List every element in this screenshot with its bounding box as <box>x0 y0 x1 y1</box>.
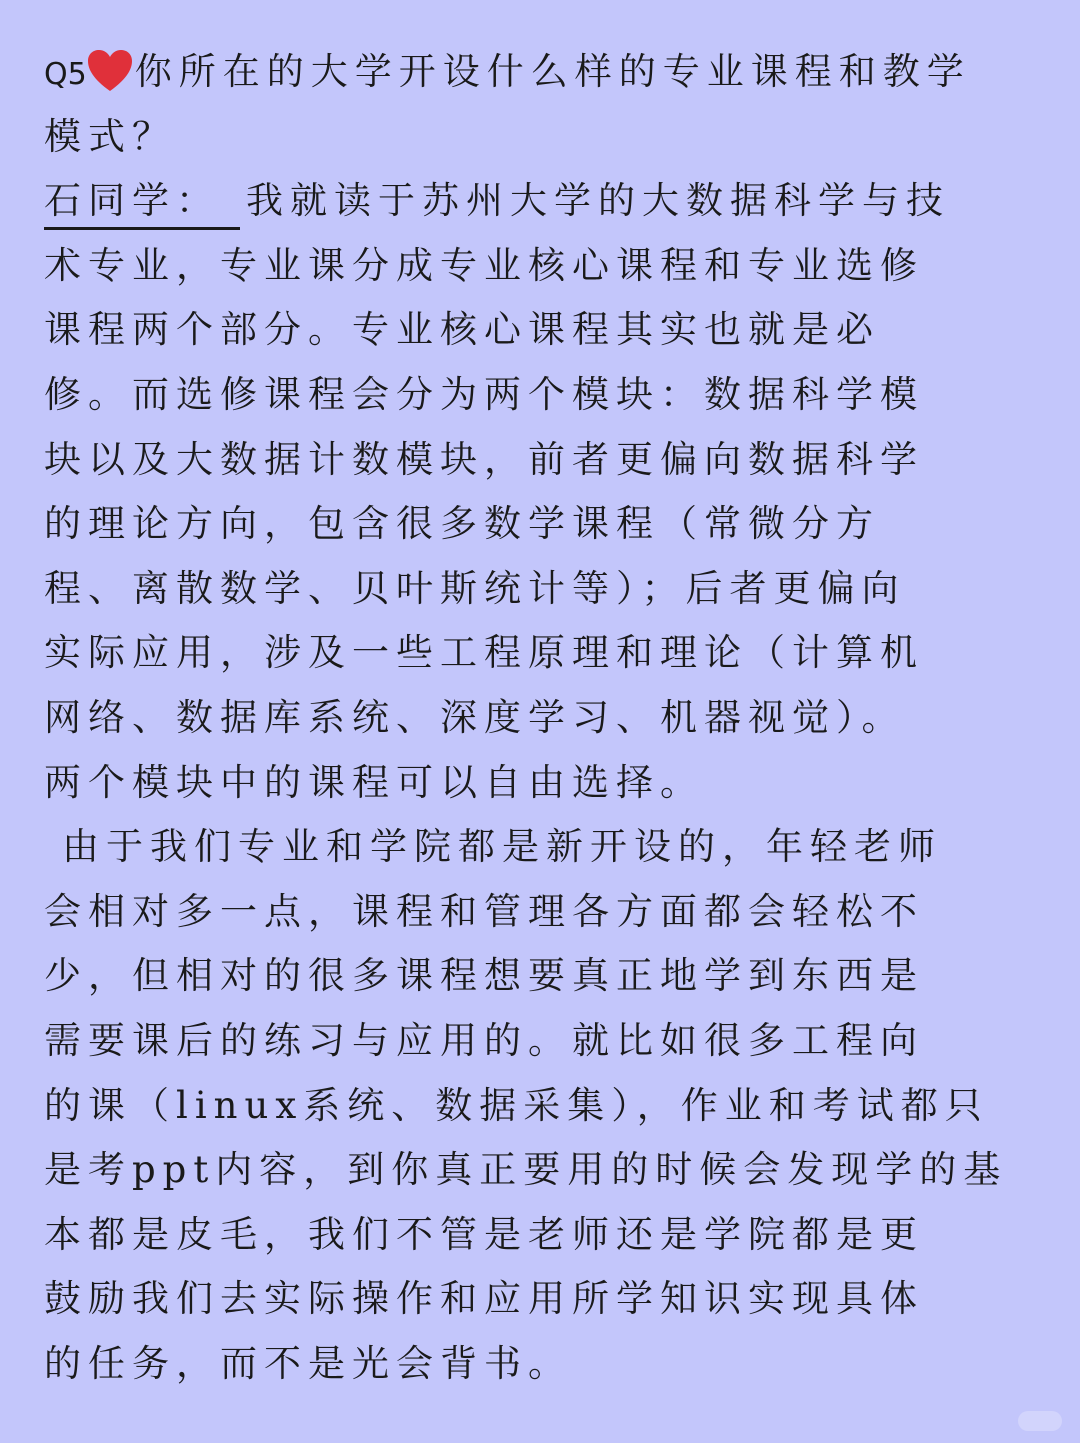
answer-line: 需要课后的练习与应用的。就比如很多工程向 <box>44 1018 924 1062</box>
answer-line: 程、离散数学、贝叶斯统计等）；后者更偏向 <box>44 566 906 610</box>
answer-line: 的理论方向，包含很多数学课程（常微分方 <box>44 502 880 546</box>
speaker-name: 石同学： <box>44 175 240 230</box>
question-line-1 <box>44 40 1044 105</box>
answer-line: 两个模块中的课程可以自由选择。 <box>44 760 704 804</box>
answer-line: 实际应用，涉及一些工程原理和理论（计算机 <box>44 631 924 675</box>
answer-line: 本都是皮毛，我们不管是老师还是学院都是更 <box>44 1212 924 1256</box>
question-text-2: 模式？ <box>44 114 176 158</box>
note-page <box>44 40 1044 1396</box>
paragraph-2-line-1: 由于我们专业和学院都是新开设的，年轻老师 <box>62 825 942 869</box>
answer-line: 课程两个部分。专业核心课程其实也就是必 <box>44 308 880 352</box>
answer-line: 块以及大数据计数模块，前者更偏向数据科学 <box>44 437 924 481</box>
answer-line: 的任务，而不是光会背书。 <box>44 1341 572 1385</box>
answer-line: 少，但相对的很多课程想要真正地学到东西是 <box>44 954 924 998</box>
question-line-2 <box>44 105 1044 170</box>
answer-line: 鼓励我们去实际操作和应用所学知识实现具体 <box>44 1277 924 1321</box>
answer-line: 的课（linux系统、数据采集），作业和考试都只 <box>44 1083 989 1127</box>
answer-line: 网络、数据库系统、深度学习、机器视觉）。 <box>44 695 906 739</box>
answer-line: 术专业，专业课分成专业核心课程和专业选修 <box>44 243 924 287</box>
answer-line-1 <box>44 169 1044 234</box>
watermark-badge <box>1018 1411 1062 1431</box>
answer-line: 修。而选修课程会分为两个模块：数据科学模 <box>44 372 924 416</box>
question-number: Q5 <box>44 57 87 92</box>
heart-icon <box>87 49 133 93</box>
answer-line: 会相对多一点，课程和管理各方面都会轻松不 <box>44 889 924 933</box>
question-text-1: 你所在的大学开设什么样的专业课程和教学 <box>134 50 971 93</box>
answer-text: 我就读于苏州大学的大数据科学与技 <box>246 179 950 223</box>
answer-line: 是考ppt内容，到你真正要用的时候会发现学的基 <box>44 1148 1008 1192</box>
